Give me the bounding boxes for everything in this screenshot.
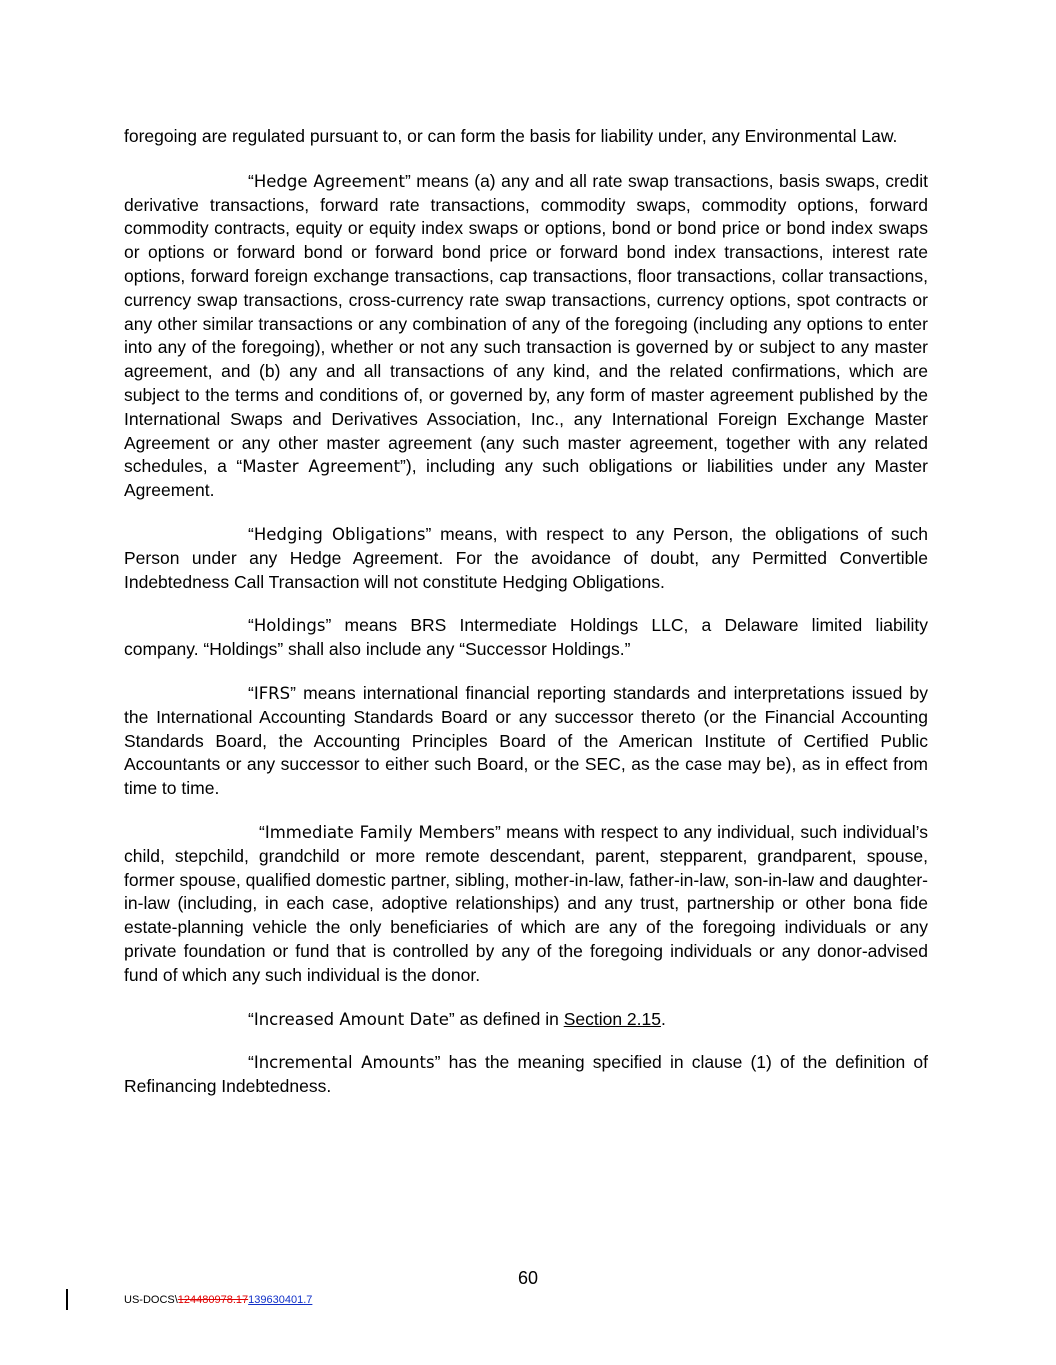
definition-text: ” means BRS Intermediate Holdings LLC, a Delaware limited liability company. “Holdings” shall also include any “Successor Holdings.” — [124, 615, 928, 660]
document-body — [124, 125, 928, 1119]
defined-term: Holdings — [253, 616, 326, 636]
definition-hedge-agreement: “Hedge Agreement” means (a) any and all rate swap transactions, basis swaps, credit derivative transactions, forward rate transactions, commodity swaps, commodity options, forward commodity contracts, equity or equity index swaps or options, bond or bond price or bond index swaps or options or forward bond or forward bond price or forward bond index transactions, interest rate options, forward foreign exchange transactions, cap transactions, floor transactions, collar transactions, currency swap transactions, cross-currency rate swap transactions, currency options, spot contracts or any other similar transactions or any combination of any of the foregoing (including any options to enter into any of the foregoing), whether or not any such transaction is governed by or subject to any master agreement, and (b) any and all transactions of any kind, and the related confirmations, which are subject to the terms and conditions of, or governed by, any form of master agreement published by the International Swaps and Derivatives Association, Inc., any International Foreign Exchange Master Agreement or any other master agreement (any such master agreement, together with any related schedules, a “Master Agreement”), including any such obligations or liabilities under any Master Agreement. — [124, 170, 928, 501]
definition-text: ” means with respect to any individual, such individual’s child, stepchild, grandchild or more remote descendant, parent, stepparent, grandparent, spouse, former spouse, qualified domestic partner, sibling, mother-in-law, father-in-law, son-in-law and daughter-in-law (including, in each case, adoptive relationships) and any trust, partnership or other bona fide estate-planning vehicle the only beneficiaries of which are any of the foregoing individuals or any private foundation or fund that is controlled by any of the foregoing individuals or any donor-advised fund of which any such individual is the donor. — [124, 821, 928, 985]
definition-ifrs: “IFRS” means international financial reporting standards and interpretations issued by the International Accounting Standards Board or any successor thereto (or the Financial Accounting Standards Board, the Accounting Principles Board of the American Institute of Certified Public Accountants or any successor to either such Board, or the SEC, as the case may be), as in effect from time to time. — [124, 682, 928, 799]
definition-incremental-amounts: “Incremental Amounts” has the meaning specified in clause (1) of the definition of Refinancing Indebtedness. — [124, 1052, 929, 1097]
section-reference-link[interactable]: Section 2.15 — [563, 1008, 661, 1029]
page-number: 60 — [517, 1268, 539, 1288]
definition-immediate-family-members: “Immediate Family Members” means with respect to any individual, such individual’s child, stepchild, grandchild or more remote descendant, parent, stepparent, grandparent, spouse, former spouse, qualified domestic partner, sibling, mother-in-law, father-in-law, son-in-law and daughter-in-law (including, in each case, adoptive relationships) and any trust, partnership or other bona fide estate-planning vehicle the only beneficiaries of which are any of the foregoing individuals or any private foundation or fund that is controlled by any of the foregoing individuals or any donor-advised fund of which any such individual is the donor. — [124, 821, 928, 985]
definition-text: ”), including any such obligations or liabilities under any Master Agreement. — [124, 456, 928, 501]
defined-term: Increased Amount Date — [253, 1009, 449, 1029]
defined-term: Hedge Agreement — [253, 171, 405, 191]
definition-text: ” means (a) any and all rate swap transactions, basis swaps, credit derivative transactions, forward rate transactions, commodity swaps, commodity options, forward commodity contracts, equity or equity index swaps or options, bond or bond price or bond index swaps or options or forward bond or forward bond price or forward bond index transactions, interest rate options, forward foreign exchange transactions, cap transactions, floor transactions, collar transactions, currency swap transactions, cross-currency rate swap transactions, currency options, spot contracts or any other similar transactions or any combination of any of the foregoing (including any options to enter into any of the foregoing), whether or not any such transaction is governed by or subject to any master agreement, and (b) any and all transactions of any kind, and the related confirmations, which are subject to the terms and conditions of, or governed by, any form of master agreement published by the International Swaps and Derivatives Association, Inc., any International Foreign Exchange Master Agreement or any other master agreement (any such master agreement, together with any related schedules, a “ — [124, 170, 928, 477]
definition-text: ” means international financial reporting standards and interpretations issued by the International Accounting Standards Board or any successor thereto (or the Financial Accounting Standards Board, the Accounting Principles Board of the American Institute of Certified Public Accountants or any successor to either such Board, or the SEC, as the case may be), as in effect from time to time. — [124, 682, 928, 799]
defined-term: Immediate Family Members — [264, 822, 495, 842]
doc-id-inserted: 139630401.7 — [248, 1294, 313, 1306]
definition-text: ” means, with respect to any Person, the obligations of such Person under any Hedge Agreement. For the avoidance of doubt, any Permitted Convertible Indebtedness Call Transaction will not constitute Hedging Obligations. — [124, 523, 928, 592]
definition-hedging-obligations: “Hedging Obligations” means, with respect to any Person, the obligations of such Person under any Hedge Agreement. For the avoidance of doubt, any Permitted Convertible Indebtedness Call Transaction will not constitute Hedging Obligations. — [124, 523, 928, 592]
paragraph-environmental-law-continuation: foregoing are regulated pursuant to, or can form the basis for liability under, any Environmental Law. — [124, 126, 898, 146]
defined-term: IFRS — [253, 683, 291, 703]
definition-text-end: . — [661, 1008, 666, 1029]
revision-change-bar — [66, 1289, 68, 1310]
document-id — [124, 1294, 312, 1306]
defined-term: Master Agreement — [242, 457, 401, 477]
definition-holdings: “Holdings” means BRS Intermediate Holdings LLC, a Delaware limited liability company. “Holdings” shall also include any “Successor Holdings.” — [124, 615, 928, 660]
doc-id-prefix: US-DOCS\ — [124, 1294, 178, 1306]
defined-term: Incremental Amounts — [253, 1053, 435, 1073]
definition-increased-amount-date: “Increased Amount Date” as defined in Section 2.15. — [248, 1008, 666, 1029]
definition-text: ” as defined in — [448, 1008, 564, 1029]
defined-term: Hedging Obligations — [253, 524, 426, 544]
definition-text: ” has the meaning specified in clause (1) of the definition of Refinancing Indebtedness. — [124, 1052, 929, 1097]
doc-id-deleted: 124480978.17 — [177, 1294, 249, 1306]
